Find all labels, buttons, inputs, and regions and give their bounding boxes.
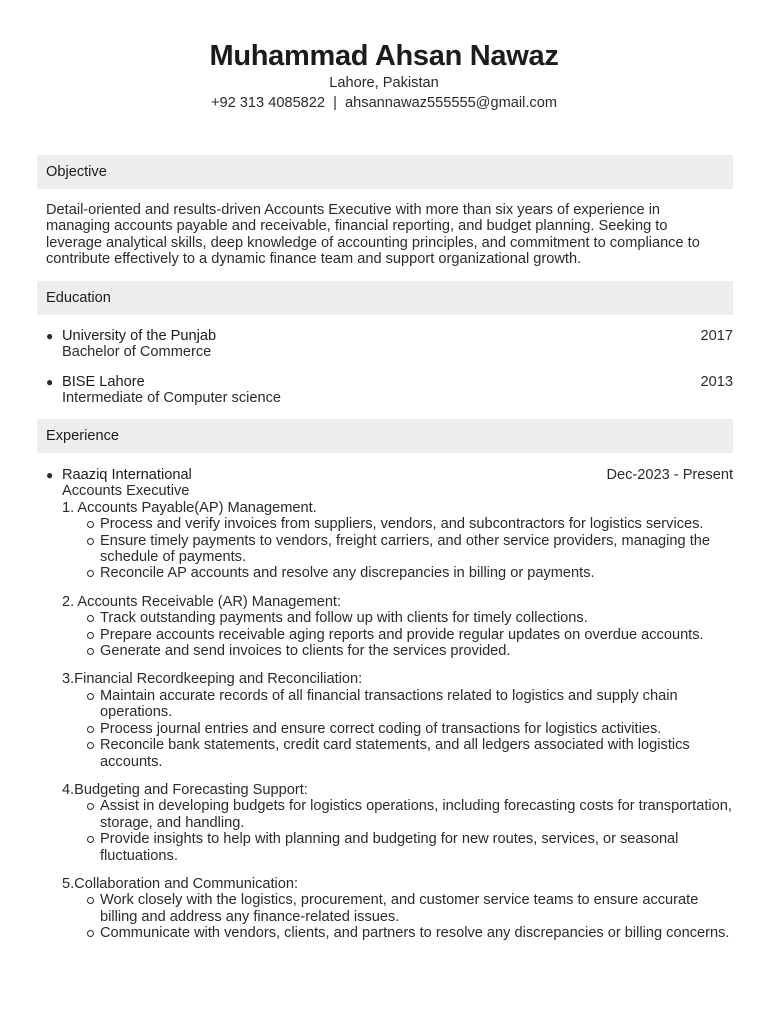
responsibility-item: Prepare accounts receivable aging reports and provide regular updates on overdue accounts. [100,627,733,643]
responsibility-list [62,798,733,864]
education-institution: University of the Punjab [62,328,217,344]
circle-bullet-icon [87,803,94,810]
responsibility-item: Process and verify invoices from suppliers, vendors, and subcontractors for logistics services. [100,516,733,532]
circle-bullet-icon [87,538,94,545]
candidate-contact: +92 313 4085822 | ahsannawaz555555@gmail.com [211,95,557,111]
responsibility-item: Assist in developing budgets for logistics operations, including forecasting costs for transportation, storage, and handling. [100,798,733,831]
candidate-location: Lahore, Pakistan [329,75,439,91]
bullet-icon: ● [46,468,54,482]
circle-bullet-icon [87,836,94,843]
responsibility-list [62,516,733,582]
objective-heading: Objective [37,155,733,189]
objective-text: Detail-oriented and results-driven Accounts Executive with more than six years of experience in managing accounts payable and receivable, financial reporting, and budget planning. Seeking to leverage analytical skills, deep knowledge of accounting principles, and commitment to compliance to contribute effectively to a dynamic finance team and support organizational growth. [46,202,700,268]
responsibility-item: Reconcile bank statements, credit card statements, and all ledgers associated with logistics accounts. [100,737,733,770]
circle-bullet-icon [87,632,94,639]
responsibility-section-title: 1. Accounts Payable(AP) Management. [62,499,317,516]
responsibility-section-title: 5.Collaboration and Communication: [62,875,299,892]
circle-bullet-icon [87,521,94,528]
circle-bullet-icon [87,726,94,733]
education-degree: Intermediate of Computer science [62,390,282,407]
experience-entry [46,467,733,942]
responsibility-list [62,610,733,659]
responsibility-item: Ensure timely payments to vendors, freight carriers, and other service providers, managing the schedule of payments. [100,533,733,566]
responsibility-item: Process journal entries and ensure correct coding of transactions for logistics activities. [100,721,733,737]
responsibility-section-title: 3.Financial Recordkeeping and Reconciliation: [62,671,363,688]
responsibility-item: Maintain accurate records of all financial transactions related to logistics and supply chain operations. [100,688,733,721]
circle-bullet-icon [87,648,94,655]
candidate-name: Muhammad Ahsan Nawaz [209,40,559,72]
circle-bullet-icon [87,742,94,749]
responsibility-item: Communicate with vendors, clients, and partners to resolve any discrepancies or billing concerns. [100,925,733,941]
circle-bullet-icon [87,897,94,904]
bullet-icon: ● [46,374,54,389]
circle-bullet-icon [87,693,94,700]
circle-bullet-icon [87,930,94,937]
experience-company: Raaziq International [62,467,192,483]
responsibility-list [62,892,733,941]
education-institution: BISE Lahore [62,373,145,390]
education-entry [46,374,733,407]
circle-bullet-icon [87,570,94,577]
education-year: 2013 [700,373,733,390]
education-degree: Bachelor of Commerce [62,344,212,361]
experience-role: Accounts Executive [62,483,190,500]
responsibility-section-title: 2. Accounts Receivable (AR) Management: [62,593,342,610]
experience-list [46,467,733,942]
responsibility-list [62,688,733,770]
education-year: 2017 [700,328,733,344]
responsibility-item: Generate and send invoices to clients for the services provided. [100,643,733,659]
bullet-icon: ● [46,329,54,343]
education-heading: Education [37,281,733,315]
education-list [46,328,733,407]
resume-header [0,0,768,114]
education-entry [46,328,733,361]
responsibility-section-title: 4.Budgeting and Forecasting Support: [62,781,308,798]
responsibility-item: Reconcile AP accounts and resolve any discrepancies in billing or payments. [100,565,733,581]
experience-heading: Experience [37,419,733,453]
circle-bullet-icon [87,615,94,622]
responsibility-item: Provide insights to help with planning and budgeting for new routes, services, or seasonal fluctuations. [100,831,733,864]
responsibility-item: Track outstanding payments and follow up with clients for timely collections. [100,610,733,626]
experience-dates: Dec-2023 - Present [606,467,733,483]
responsibility-item: Work closely with the logistics, procurement, and customer service teams to ensure accurate billing and address any finance-related issues. [100,892,733,925]
